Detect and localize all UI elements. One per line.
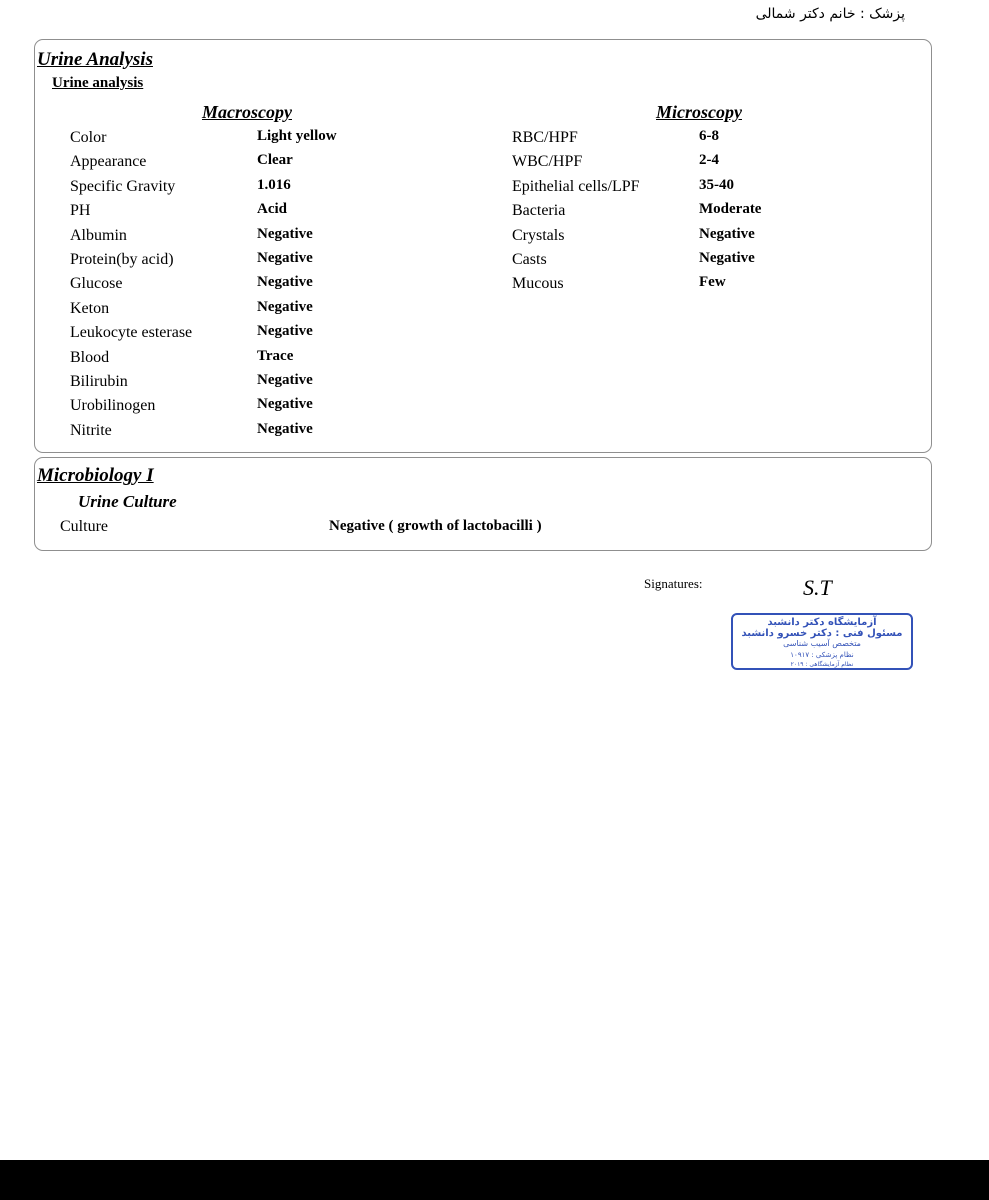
macroscopy-heading: Macroscopy <box>202 102 292 122</box>
result-value: Negative <box>257 323 313 340</box>
result-value: Negative <box>699 225 755 242</box>
stamp-line: نظام پزشکی : ۱۰۹۱۷ <box>790 650 854 659</box>
result-value: Negative <box>257 372 313 388</box>
result-label: Urobilinogen <box>70 397 156 415</box>
result-value: Acid <box>257 201 287 218</box>
stamp-line: نظام آزمایشگاهی : ۲۰۱۹ <box>790 661 854 668</box>
result-label: Nitrite <box>70 421 112 439</box>
result-value: Negative <box>257 420 313 437</box>
result-label: Epithelial cells/LPF <box>512 177 640 195</box>
result-label: Leukocyte esterase <box>70 324 193 342</box>
result-label: Glucose <box>70 275 123 293</box>
microbiology-title: Microbiology I <box>37 465 154 486</box>
urine-analysis-subtitle: Urine analysis <box>52 75 144 91</box>
result-label: Crystals <box>512 226 565 244</box>
result-value: Negative <box>257 274 313 291</box>
result-label: PH <box>70 202 91 220</box>
result-label: Color <box>70 129 107 146</box>
result-value: 35-40 <box>699 176 734 193</box>
result-value: 1.016 <box>257 176 291 193</box>
urine-analysis-panel <box>34 39 932 453</box>
result-label: WBC/HPF <box>512 153 583 171</box>
result-value: Light yellow <box>257 128 337 144</box>
signatures-label: Signatures: <box>644 576 703 591</box>
result-label: Appearance <box>70 153 147 171</box>
microscopy-heading: Microscopy <box>656 102 742 122</box>
lab-stamp <box>731 613 913 670</box>
result-value: Negative <box>257 298 313 315</box>
bottom-bar <box>0 1160 989 1200</box>
result-label: Bacteria <box>512 202 566 220</box>
result-label: RBC/HPF <box>512 129 578 146</box>
result-label: Keton <box>70 299 110 317</box>
stamp-line: متخصص آسیب شناسی <box>783 639 861 648</box>
urine-analysis-title: Urine Analysis <box>37 49 153 70</box>
result-value: Few <box>699 274 726 291</box>
result-label: Specific Gravity <box>70 177 176 195</box>
result-label: Protein(by acid) <box>70 251 174 268</box>
result-value: Clear <box>257 152 293 169</box>
culture-label: Culture <box>60 518 108 535</box>
result-value: 2-4 <box>699 152 719 169</box>
result-value: Negative <box>257 250 313 266</box>
result-label: Blood <box>70 348 110 366</box>
result-value: Trace <box>257 347 294 364</box>
result-value: 6-8 <box>699 128 719 144</box>
result-value: Negative <box>257 225 313 242</box>
result-value: Negative <box>257 396 313 413</box>
stamp-line: مسئول فنی : دکتر خسرو دانشبد <box>741 627 903 639</box>
result-value: Moderate <box>699 201 762 218</box>
doctor-name: پزشک : خانم دکتر شمالی <box>755 6 905 22</box>
result-label: Bilirubin <box>70 373 128 390</box>
stamp-line: آزمایشگاه دکتر دانشبد <box>767 617 877 628</box>
result-label: Albumin <box>70 226 127 244</box>
culture-value: Negative ( growth of lactobacilli ) <box>329 518 542 534</box>
signature-initials: S.T <box>803 575 832 600</box>
urine-culture-heading: Urine Culture <box>78 492 177 511</box>
result-label: Mucous <box>512 275 564 293</box>
result-value: Negative <box>699 250 755 266</box>
result-label: Casts <box>512 251 547 268</box>
